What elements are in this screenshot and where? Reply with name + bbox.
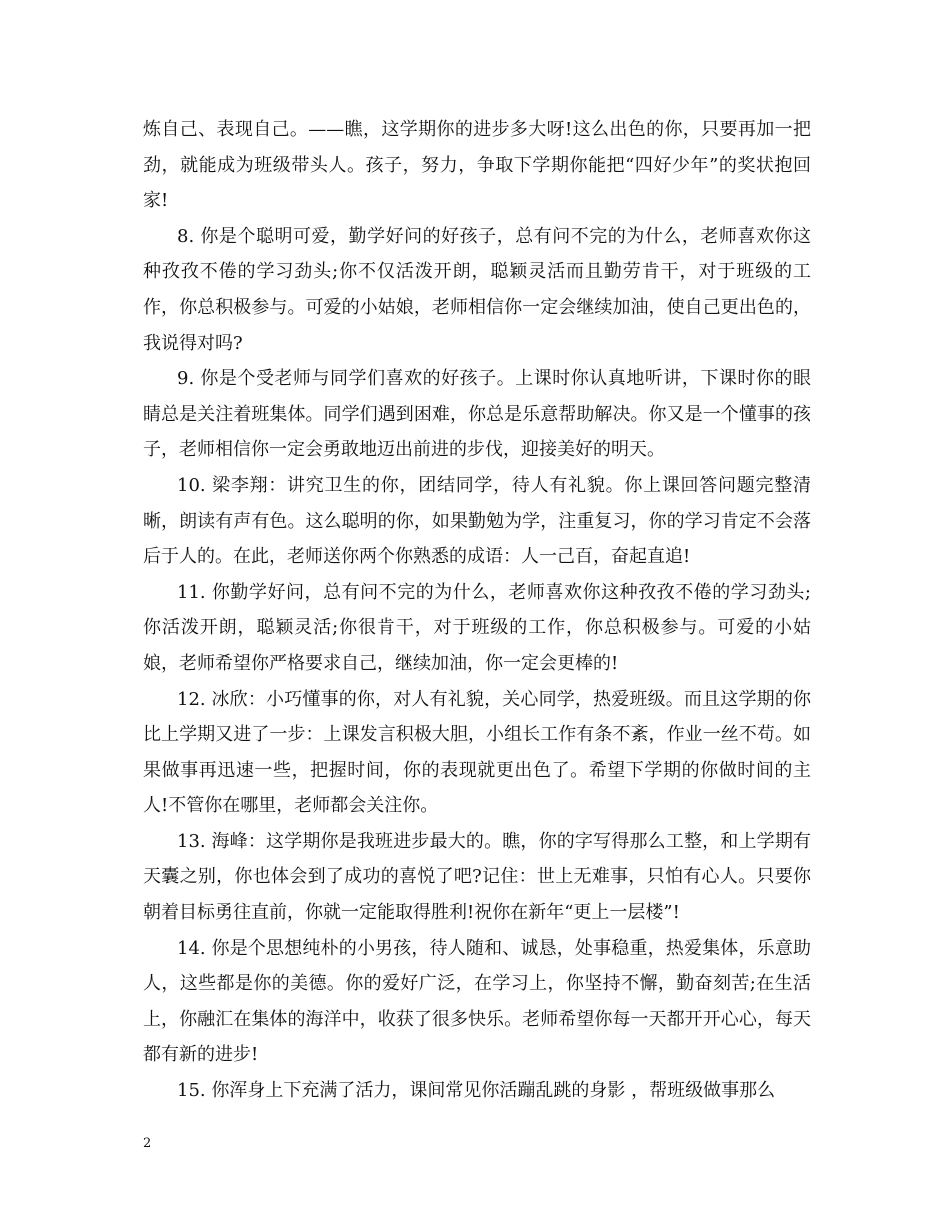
page-number: 2 <box>143 1136 152 1151</box>
paragraph-15: 15. 你浑身上下充满了活力，课间常见你活蹦乱跳的身影 ，帮班级做事那么 <box>177 1080 776 1102</box>
paragraph-8: 8. 你是个聪明可爱，勤学好问的好孩子，总有问不完的为什么，老师喜欢你这种孜孜不倦的学习劲头;你不仅活泼开朗，聪颖灵活而且勤劳肯干，对于班级的工作，你总积极参与。可爱的小姑娘，老师相信你一定会继续加油，使自己更出色的，我说得对吗? <box>143 225 811 354</box>
paragraph-11: 11. 你勤学好问，总有问不完的为什么，老师喜欢你这种孜孜不倦的学习劲头;你活泼开朗，聪颖灵活;你很肯干，对于班级的工作，你总积极参与。可爱的小姑娘，老师希望你严格要求自己，继续加油，你一定会更棒的! <box>143 581 811 674</box>
paragraph-10: 10. 梁李翔：讲究卫生的你，团结同学，待人有礼貌。你上课回答问题完整清晰，朗读有声有色。这么聪明的你，如果勤勉为学，注重复习，你的学习肯定不会落后于人的。在此，老师送你两个你熟悉的成语：人一己百，奋起直追! <box>143 474 811 568</box>
paragraph-9: 9. 你是个受老师与同学们喜欢的好孩子。上课时你认真地听讲，下课时你的眼睛总是关注着班集体。同学们遇到困难，你总是乐意帮助解决。你又是一个懂事的孩子，老师相信你一定会勇敢地迈出前进的步伐，迎接美好的明天。 <box>143 368 811 461</box>
paragraph-12: 12. 冰欣：小巧懂事的你，对人有礼貌，关心同学，热爱班级。而且这学期的你比上学期又进了一步：上课发言积极大胆，小组长工作有条不紊，作业一丝不苟。如果做事再迅速一些，把握时间，你的表现就更出色了。希望下学期的你做时间的主人!不管你在哪里，老师都会关注你。 <box>143 688 811 817</box>
document-body <box>143 112 811 1109</box>
paragraph-14: 14. 你是个思想纯朴的小男孩，待人随和、诚恳，处事稳重，热爱集体，乐意助人，这些都是你的美德。你的爱好广泛，在学习上，你坚持不懈，勤奋刻苦;在生活上，你融汇在集体的海洋中，收获了很多快乐。老师希望你每一天都开开心心，每天都有新的进步! <box>143 937 811 1066</box>
paragraph-13: 13. 海峰：这学期你是我班进步最大的。瞧，你的字写得那么工整，和上学期有天囊之别，你也体会到了成功的喜悦了吧?记住：世上无难事，只怕有心人。只要你朝着目标勇往直前，你就一定能取得胜利!祝你在新年“更上一层楼”! <box>143 830 811 924</box>
paragraph-continuation: 炼自己、表现自己。——瞧，这学期你的进步多大呀!这么出色的你，只要再加一把劲，就能成为班级带头人。孩子，努力，争取下学期你能把“四好少年”的奖状抱回家! <box>143 119 811 212</box>
